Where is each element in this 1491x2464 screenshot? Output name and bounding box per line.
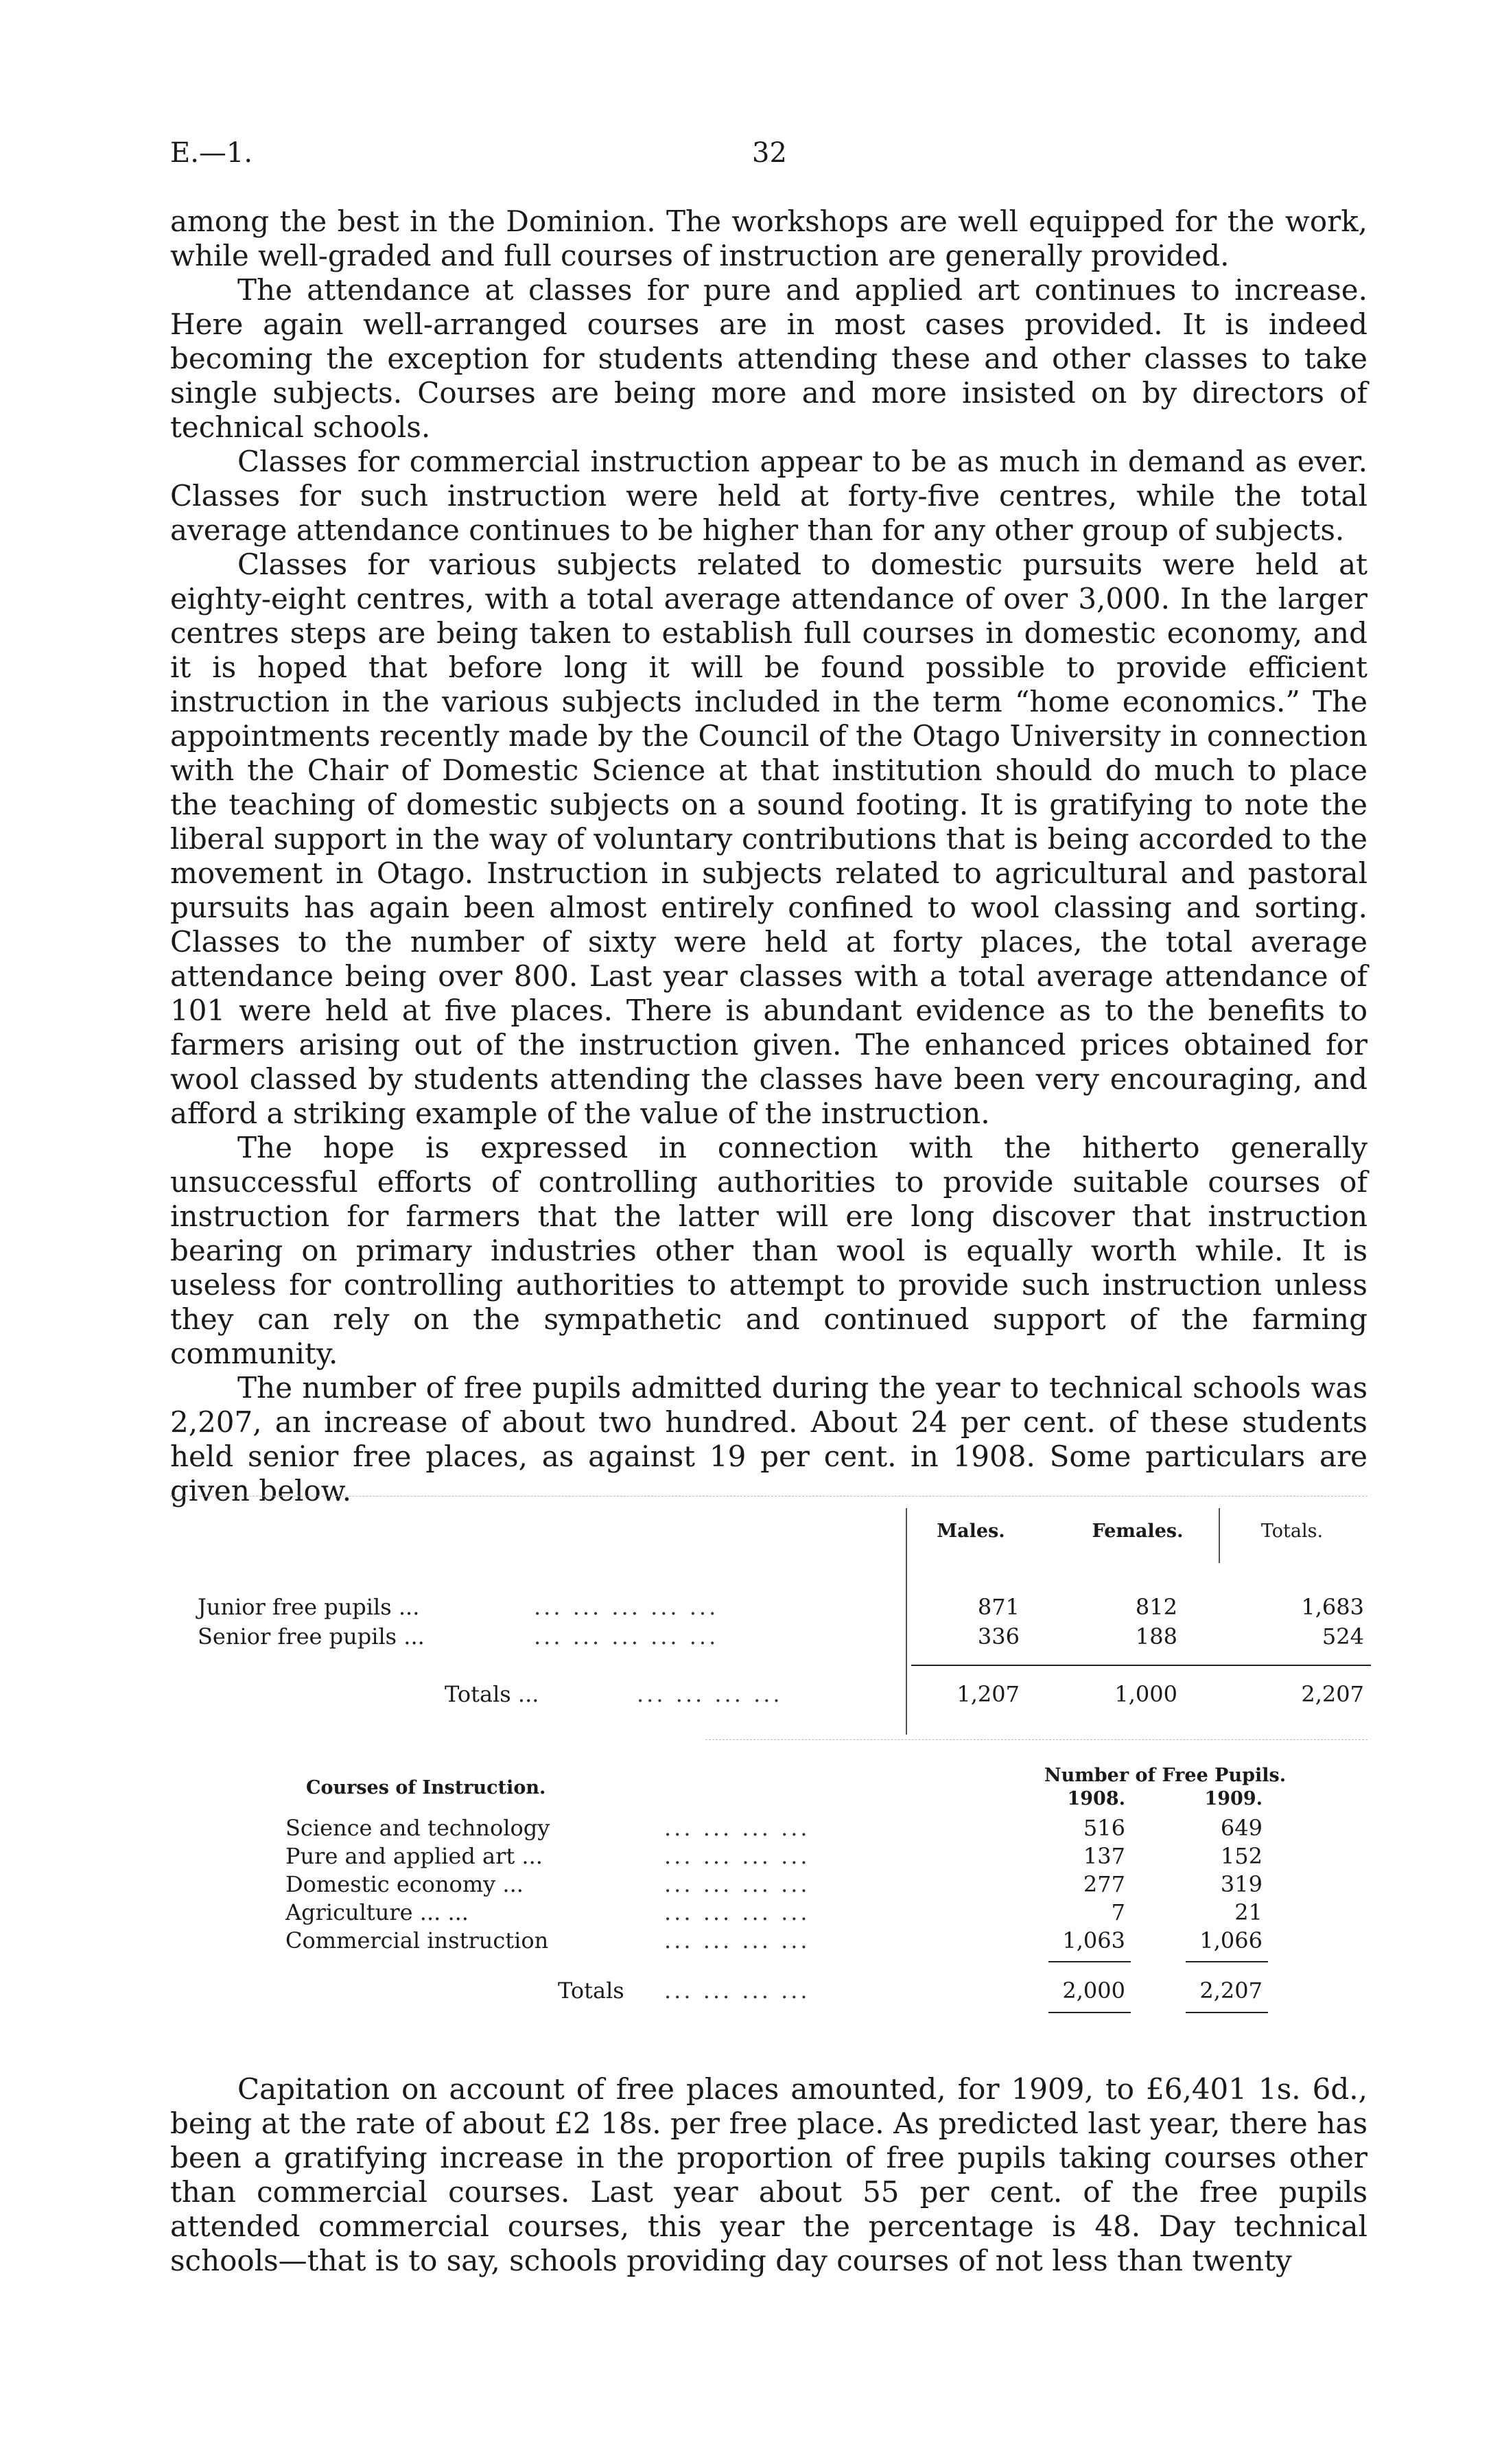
paragraph: The attendance at classes for pure and applied art continues to increase. Here again well-arranged courses are in most cases provided. It is indeed becoming the exception for students attending these and other classes to take single subjects. Courses are being more and more insisted on by directors of technical schools. xyxy=(170,273,1367,444)
table-bottom-rule xyxy=(705,1739,1367,1740)
paragraph: The number of free pupils admitted during the year to technical schools was 2,207, an increase of about two hundred. About 24 per cent. of these students held senior free places, as against 19 per cent. in 1908. Some particulars are given below. xyxy=(170,1371,1367,1507)
cell-value: 1,683 xyxy=(1301,1594,1364,1620)
cell-value: 7 xyxy=(1111,1899,1125,1925)
paragraph: The hope is expressed in connection with the hitherto generally unsuccessful efforts of controlling authorities to provide suitable courses of instruction for farmers that the latter will ere long discover that instruction bearing on primary industries other than wool is equally worth while. It is useless for controlling authorities to attempt to provide such instruction unless they can rely on the sympathetic and continued support of the farming community. xyxy=(170,1131,1367,1370)
totals-label: Totals ... xyxy=(445,1681,539,1707)
cell-value: 524 xyxy=(1322,1623,1364,1650)
cell-value: 319 xyxy=(1220,1871,1263,1897)
row-leaders: ... ... ... ... xyxy=(664,1978,810,2004)
sum-rule xyxy=(911,1665,1371,1666)
cell-value: 137 xyxy=(1083,1843,1125,1869)
table-top-rule xyxy=(170,1496,1367,1497)
paragraph: among the best in the Dominion. The workshops are well equipped for the work, while well-graded and full courses of instruction are generally provided. xyxy=(170,204,1367,272)
free-pupils-group-header: Number of Free Pupils. xyxy=(1044,1765,1287,1786)
course-label: Agriculture ... ... xyxy=(285,1899,469,1925)
row-leaders: ... ... ... ... xyxy=(664,1899,810,1925)
document-reference: E.—1. xyxy=(170,137,253,169)
cell-value: 1,000 xyxy=(1114,1681,1177,1707)
cell-value: 277 xyxy=(1083,1871,1125,1897)
cell-value: 336 xyxy=(977,1623,1020,1650)
course-label: Science and technology xyxy=(285,1815,550,1841)
cell-value: 2,207 xyxy=(1301,1681,1364,1707)
cell-value: 21 xyxy=(1234,1899,1263,1925)
paragraph: Capitation on account of free places amounted, for 1909, to £6,401 1s. 6d., being at the rate of about £2 18s. per free place. As predicted last year, there has been a gratifying increase in the proportion of free pupils taking courses other than commercial courses. Last year about 55 per cent. of the free pupils attended commercial courses, this year the percentage is 48. Day technical schools—that is to say, schools providing day courses of not less than twenty xyxy=(170,2072,1367,2277)
row-leaders: ... ... ... ... xyxy=(637,1681,783,1707)
cell-value: 812 xyxy=(1135,1594,1177,1620)
page-number: 32 xyxy=(752,137,787,169)
cell-value: 188 xyxy=(1135,1623,1177,1650)
row-label: Senior free pupils ... xyxy=(198,1623,425,1650)
year-header-1909: 1909. xyxy=(1204,1788,1263,1809)
sum-rule xyxy=(1048,2012,1131,2013)
row-leaders: ... ... ... ... ... xyxy=(534,1623,719,1650)
row-leaders: ... ... ... ... xyxy=(664,1927,810,1953)
row-label: Junior free pupils ... xyxy=(198,1594,420,1620)
paragraph: Classes for commercial instruction appear to be as much in demand as ever. Classes for such instruction were held at forty-five centres, while the total average attendance continues to be higher than for any other group of subjects. xyxy=(170,445,1367,547)
closing-text xyxy=(170,2072,1367,2278)
sum-rule xyxy=(1186,1961,1268,1962)
cell-value: 2,000 xyxy=(1062,1978,1125,2004)
row-leaders: ... ... ... ... xyxy=(664,1871,810,1897)
row-leaders: ... ... ... ... xyxy=(664,1843,810,1869)
sum-rule xyxy=(1186,2012,1268,2013)
cell-value: 2,207 xyxy=(1199,1978,1263,2004)
course-label: Commercial instruction xyxy=(285,1927,549,1953)
row-leaders: ... ... ... ... xyxy=(664,1815,810,1841)
free-pupils-table xyxy=(170,1496,1367,1750)
year-header-1908: 1908. xyxy=(1067,1788,1125,1809)
page-header xyxy=(170,137,1367,178)
totals-label: Totals xyxy=(558,1978,624,2004)
column-header-females: Females. xyxy=(1092,1521,1184,1542)
sum-rule xyxy=(1048,1961,1131,1962)
row-leaders: ... ... ... ... ... xyxy=(534,1594,719,1620)
column-header-males: Males. xyxy=(937,1521,1005,1542)
courses-title: Courses of Instruction. xyxy=(306,1777,546,1798)
course-label: Domestic economy ... xyxy=(285,1871,524,1897)
cell-value: 516 xyxy=(1083,1815,1125,1841)
cell-value: 152 xyxy=(1220,1843,1263,1869)
column-divider xyxy=(906,1508,907,1735)
paragraph: Classes for various subjects related to domestic pursuits were held at eighty-eight centres, with a total average attendance of over 3,000. In the larger centres steps are being taken to establish full courses in domestic economy, and it is hoped that before long it will be found possible to provide efficient instruction in the various subjects included in the term “home economics.” The appointments recently made by the Council of the Otago University in connection with the Chair of Domestic Science at that institution should do much to place the teaching of domestic subjects on a sound footing. It is gratifying to note the liberal support in the way of voluntary contributions that is being accorded to the movement in Otago. Instruction in subjects related to agricultural and pastoral pursuits has again been almost entirely confined to wool classing and sorting. Classes to the number of sixty were held at forty places, the total average attendance being over 800. Last year classes with a total average attendance of 101 were held at five places. There is abundant evidence as to the benefits to farmers arising out of the instruction given. The enhanced prices obtained for wool classed by students attending the classes have been very encouraging, and afford a striking example of the value of the instruction. xyxy=(170,548,1367,1130)
cell-value: 1,066 xyxy=(1199,1927,1263,1953)
cell-value: 871 xyxy=(977,1594,1020,1620)
body-text xyxy=(170,204,1367,1508)
course-label: Pure and applied art ... xyxy=(285,1843,543,1869)
column-divider xyxy=(1219,1508,1220,1563)
cell-value: 1,207 xyxy=(956,1681,1020,1707)
courses-table xyxy=(170,1757,1367,2031)
cell-value: 1,063 xyxy=(1062,1927,1125,1953)
column-header-totals: Totals. xyxy=(1260,1521,1324,1542)
cell-value: 649 xyxy=(1220,1815,1263,1841)
